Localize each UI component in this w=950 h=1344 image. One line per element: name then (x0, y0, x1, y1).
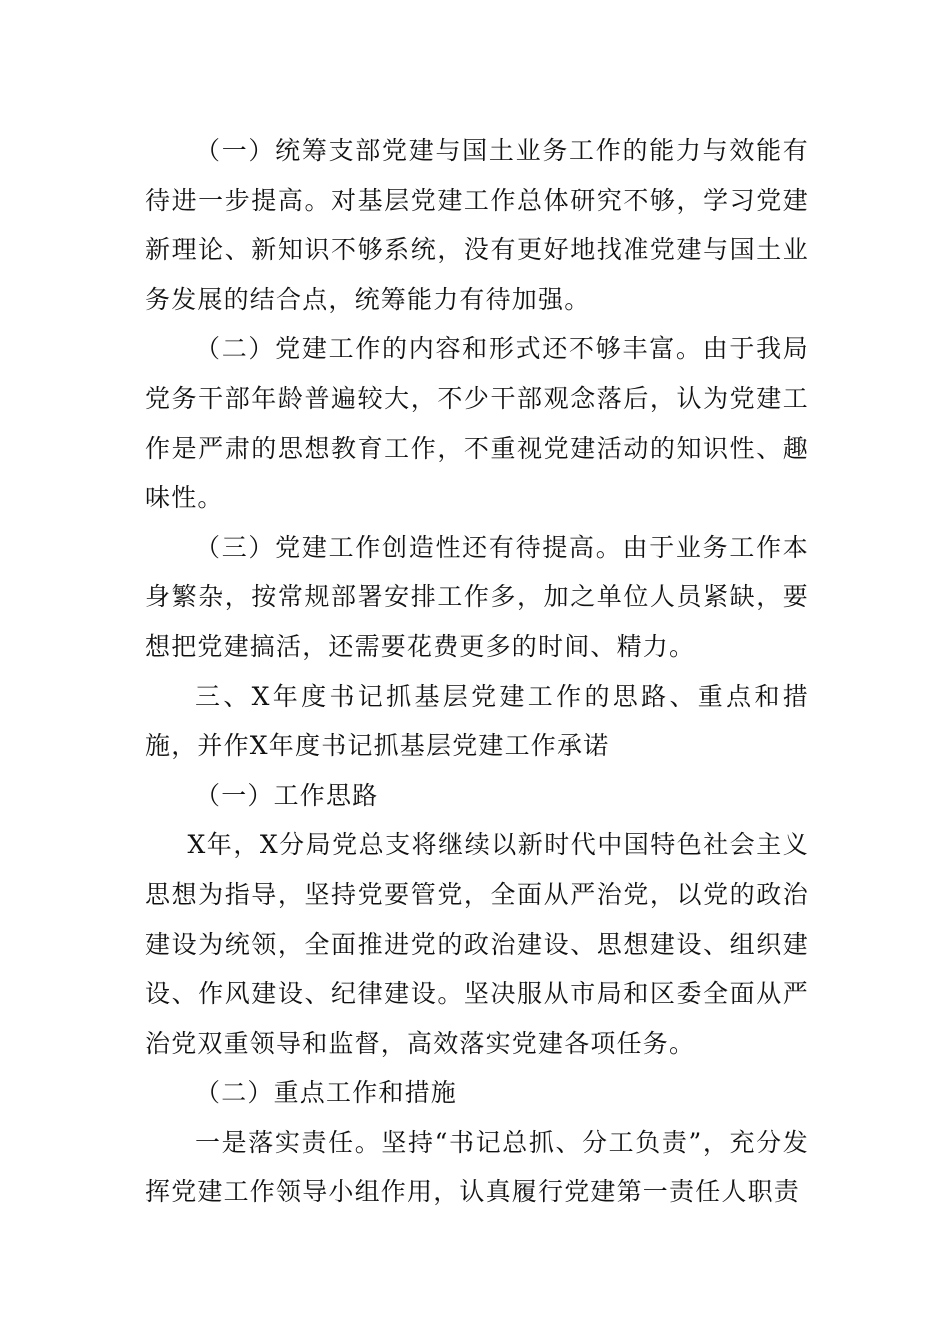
subheading-work-approach: （一）工作思路 (195, 780, 379, 810)
section-heading-3: 三、X年度书记抓基层党建工作的思路、重点和措施，并作X年度书记抓基层党建工作承诺 (145, 681, 809, 761)
paragraph-issue-2: （二）党建工作的内容和形式还不够丰富。由于我局党务干部年龄普遍较大，不少干部观念落后，认为党建工作是严肃的思想教育工作，不重视党建活动的知识性、趣味性。 (145, 334, 809, 513)
paragraph-issue-3: （三）党建工作创造性还有待提高。由于业务工作本身繁杂，按常规部署安排工作多，加之单位人员紧缺，要想把党建搞活，还需要花费更多的时间、精力。 (145, 532, 809, 661)
paragraph-work-approach: X年，X分局党总支将继续以新时代中国特色社会主义思想为指导，坚持党要管党，全面从严治党，以党的政治建设为统领，全面推进党的政治建设、思想建设、组织建设、作风建设、纪律建设。坚决服从市局和区委全面从严治党双重领导和监督，高效落实党建各项任务。 (145, 830, 809, 1058)
subheading-key-work: （二）重点工作和措施 (195, 1078, 458, 1108)
paragraph-responsibility: 一是落实责任。坚持“书记总抓、分工负责”，充分发挥党建工作领导小组作用，认真履行党建第一责任人职责 (145, 1127, 809, 1207)
document-body (145, 126, 809, 1217)
paragraph-issue-1: （一）统筹支部党建与国土业务工作的能力与效能有待进一步提高。对基层党建工作总体研究不够，学习党建新理论、新知识不够系统，没有更好地找准党建与国土业务发展的结合点，统筹能力有待加强。 (145, 136, 809, 314)
